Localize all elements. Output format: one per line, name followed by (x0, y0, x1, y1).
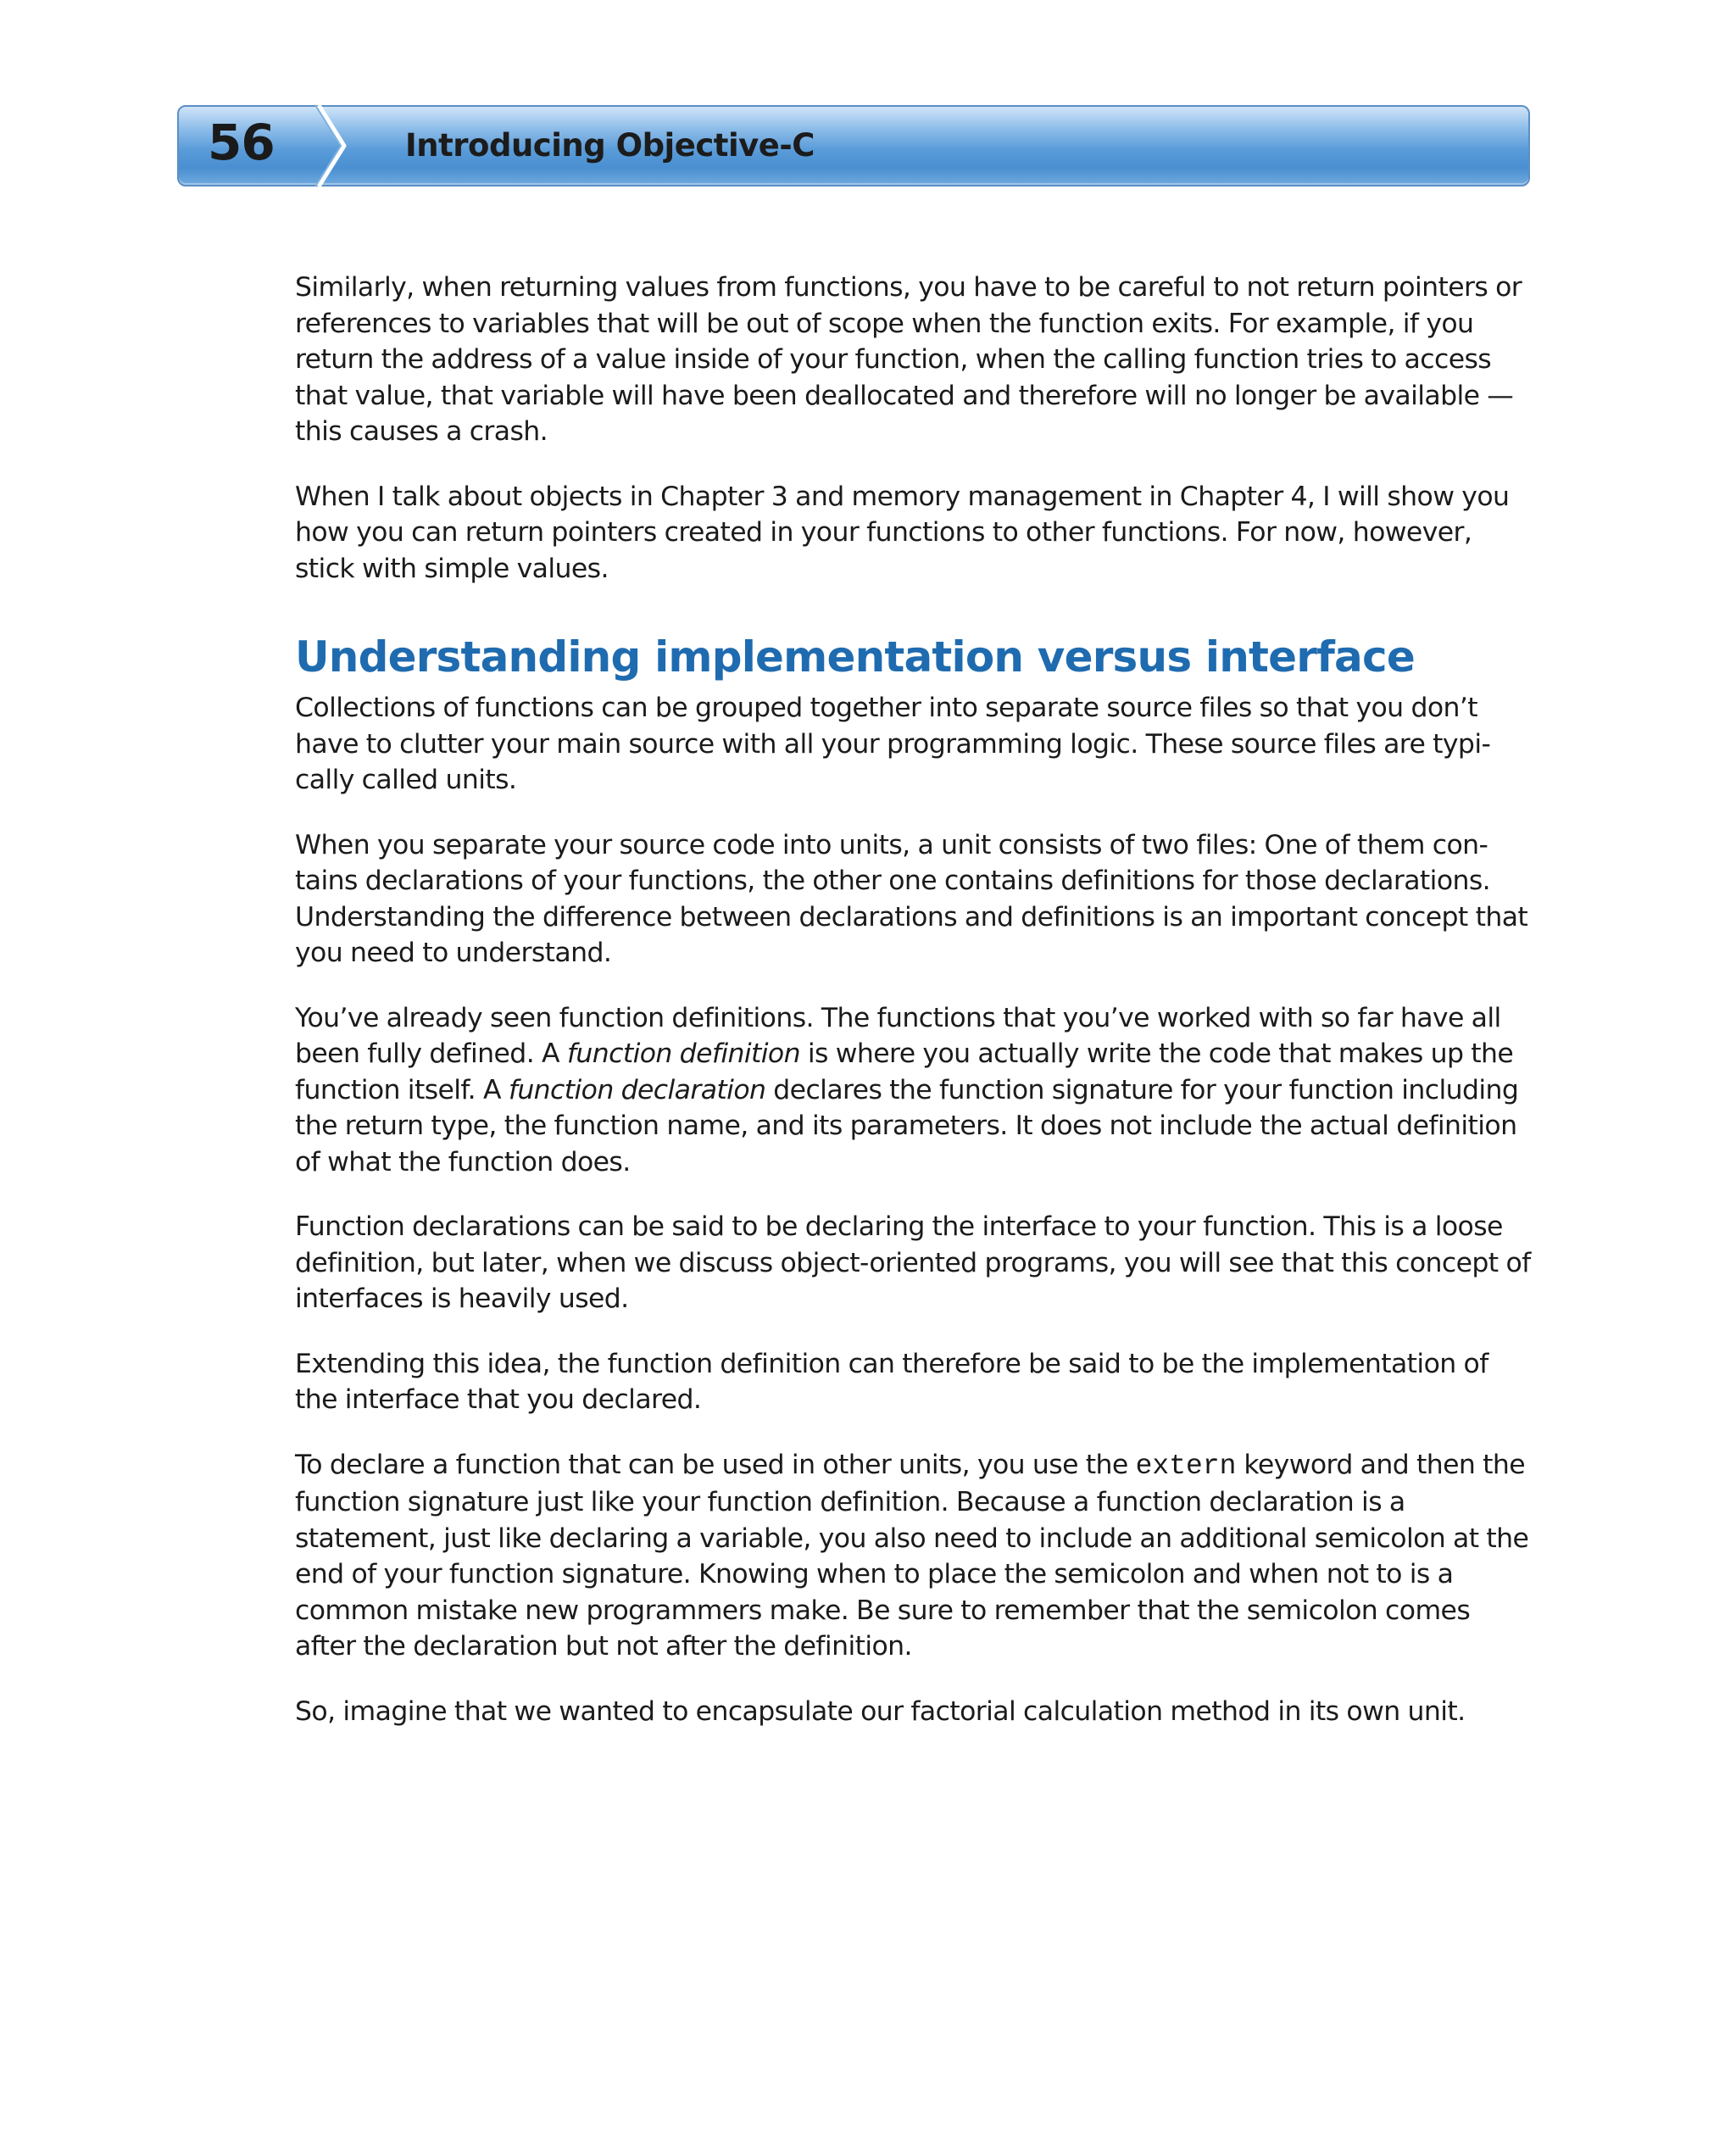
header-chevron-divider (315, 103, 349, 188)
text-span: keyword and then the function signature just like your function definition. Because a function declaration is a statement, just like declaring a variable, you also need to include an additional semicolon at the end of your function signature. Knowing when to place the semicolon and when not to is a common mistake new programmers make. Be sure to remember that the semicolon comes after the declaration but not after the definition. (295, 1449, 1529, 1662)
code-extern-keyword: extern (1135, 1450, 1237, 1482)
text-span: To declare a function that can be used in other units, you use the (295, 1449, 1136, 1480)
paragraph-factorial-unit: So, imagine that we wanted to encapsulate our factorial calculation method in its own unit. (295, 1695, 1466, 1727)
paragraph-units-intro: Collections of functions can be grouped together into separate source files so that you don’t have to clutter your main source with all your programming logic. These source files are typically called units. (295, 693, 1491, 795)
paragraph-definition-vs-declaration (295, 1000, 1533, 1181)
paragraph-unit-files: When you separate your source code into units, a unit consists of two files: One of them contains declarations of your functions, the other one contains definitions for those declarations. Understanding the difference between declarations and definitions is an important concept that you need to understand. (295, 829, 1528, 968)
page-body (295, 270, 1533, 1758)
paragraph-implementation: Extending this idea, the function definition can therefore be said to be the implementation of the interface that you declared. (295, 1348, 1488, 1415)
running-title: Introducing Objective-C (405, 127, 815, 164)
text-span: declares the function signature for your function including the return type, the function name, and its parameters. It does not include the actual definition of what the function does. (295, 1074, 1519, 1177)
term-function-definition: function definition (566, 1038, 800, 1069)
paragraph-interface: Function declarations can be said to be declaring the interface to your function. This is a loose definition, but later, when we discuss object-oriented programs, you will see that this concept of interfaces is heavily used. (295, 1211, 1531, 1314)
paragraph-objects-chapter-reference: When I talk about objects in Chapter 3 and memory management in Chapter 4, I will show you how you can return pointers created in your functions to other functions. For now, however, stick with simple values. (295, 481, 1510, 584)
paragraph-extern-keyword (295, 1447, 1533, 1665)
paragraph-return-pointers: Similarly, when returning values from functions, you have to be careful to not return pointers or references to variables that will be out of scope when the function exits. For example, if you return the address of a value inside of your function, when the calling function tries to access that value, that variable will have been deallocated and therefore will no longer be available — this causes a crash. (295, 272, 1522, 447)
page-number: 56 (208, 114, 275, 171)
chapter-header-bar (177, 105, 1530, 187)
text-span: You’ve already seen function definitions. The functions that you’ve worked with so far have all been fully defined. A (295, 1002, 1501, 1069)
section-heading: Understanding implementation versus interface (295, 632, 1415, 682)
term-function-declaration: function declaration (508, 1074, 766, 1105)
text-span: is where you actually write the code that makes up the function itself. A (295, 1038, 1514, 1105)
